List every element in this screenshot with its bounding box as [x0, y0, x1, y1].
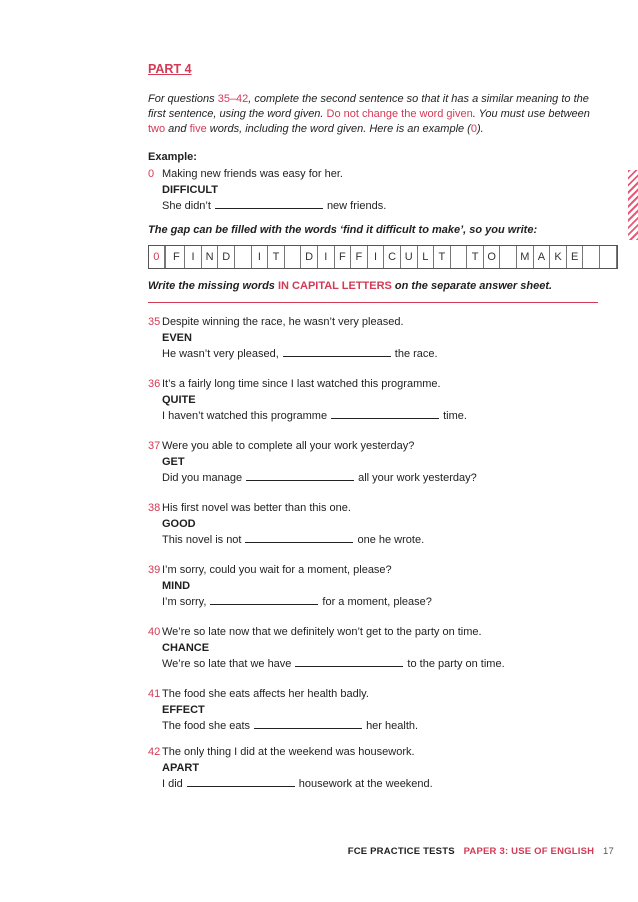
question-sentence: I’m sorry, could you wait for a moment, please? — [162, 564, 392, 576]
example-label: Example: — [148, 151, 197, 163]
grid-cell — [451, 246, 468, 268]
example-key-word: DIFFICULT — [162, 184, 219, 196]
answer-gap — [246, 472, 354, 481]
question-number: 37 — [148, 440, 161, 452]
grid-cell: T — [434, 246, 451, 268]
answer-gap — [254, 720, 362, 729]
question-transform: I did housework at the weekend. — [162, 778, 433, 790]
grid-cell: N — [202, 246, 219, 268]
answer-gap — [215, 200, 323, 209]
footer: FCE PRACTICE TESTS PAPER 3: USE OF ENGLISH 17 — [347, 846, 614, 857]
grid-cell: I — [185, 246, 202, 268]
question-number: 39 — [148, 564, 161, 576]
question-transform: I’m sorry, for a moment, please? — [162, 596, 432, 608]
question-sentence: Were you able to complete all your work yesterday? — [162, 440, 415, 452]
question-key-word: EVEN — [162, 332, 192, 344]
instructions: For questions 35–42, complete the second sentence so that it has a similar meaning to the first sentence, using the word given. Do not change the word given. You must use between two and five words, including the word given. Here is an example (0). — [148, 93, 590, 135]
grid-cell: I — [368, 246, 385, 268]
grid-cell: U — [401, 246, 418, 268]
grid-cell: D — [218, 246, 235, 268]
question-transform: This novel is not one he wrote. — [162, 534, 425, 546]
question-transform: I haven’t watched this programme time. — [162, 410, 467, 422]
question-transform: He wasn’t very pleased, the race. — [162, 348, 438, 360]
grid-cell — [583, 246, 600, 268]
grid-cell: L — [418, 246, 435, 268]
question-number: 40 — [148, 626, 161, 638]
part-title: PART 4 — [148, 62, 192, 76]
page-edge-tab — [628, 170, 638, 240]
question-number: 41 — [148, 688, 161, 700]
question-key-word: MIND — [162, 580, 191, 592]
grid-cell: T — [467, 246, 484, 268]
grid-cell: T — [268, 246, 285, 268]
question-key-word: QUITE — [162, 394, 196, 406]
grid-cell: O — [484, 246, 501, 268]
question-key-word: GOOD — [162, 518, 196, 530]
grid-cell — [600, 246, 617, 268]
question-sentence: It’s a fairly long time since I last watched this programme. — [162, 378, 441, 390]
grid-cell: E — [567, 246, 584, 268]
answer-gap — [283, 348, 391, 357]
grid-cell — [500, 246, 517, 268]
answer-gap — [210, 596, 318, 605]
question-transform: Did you manage all your work yesterday? — [162, 472, 477, 484]
example-sentence: Making new friends was easy for her. — [162, 168, 343, 180]
gap-note: The gap can be filled with the words ‘find it difficult to make’, so you write: — [148, 224, 538, 236]
grid-cell — [285, 246, 302, 268]
grid-cell: M — [517, 246, 534, 268]
question-sentence: We’re so late now that we definitely won’t get to the party on time. — [162, 626, 482, 638]
grid-cell: I — [318, 246, 335, 268]
question-number: 38 — [148, 502, 161, 514]
answer-gap — [187, 778, 295, 787]
question-transform: We’re so late that we have to the party on time. — [162, 658, 505, 670]
question-key-word: GET — [162, 456, 185, 468]
question-sentence: Despite winning the race, he wasn’t very pleased. — [162, 316, 404, 328]
question-key-word: CHANCE — [162, 642, 210, 654]
grid-cell: C — [384, 246, 401, 268]
grid-cell: A — [534, 246, 551, 268]
question-sentence: His first novel was better than this one. — [162, 502, 351, 514]
grid-cell — [235, 246, 252, 268]
grid-cell: D — [301, 246, 318, 268]
divider — [148, 302, 598, 303]
grid-cell: I — [252, 246, 269, 268]
grid-cell-zero: 0 — [149, 246, 166, 268]
grid-cell: K — [550, 246, 567, 268]
example-number: 0 — [148, 168, 155, 180]
question-key-word: EFFECT — [162, 704, 205, 716]
grid-cell: F — [169, 246, 186, 268]
grid-cell: F — [335, 246, 352, 268]
grid-cell: F — [351, 246, 368, 268]
question-key-word: APART — [162, 762, 200, 774]
question-sentence: The food she eats affects her health badly. — [162, 688, 369, 700]
question-number: 35 — [148, 316, 161, 328]
answer-grid — [148, 245, 618, 269]
answer-gap — [295, 658, 403, 667]
answer-gap — [331, 410, 439, 419]
question-number: 36 — [148, 378, 161, 390]
question-sentence: The only thing I did at the weekend was housework. — [162, 746, 415, 758]
answer-gap — [245, 534, 353, 543]
question-transform: The food she eats her health. — [162, 720, 419, 732]
question-number: 42 — [148, 746, 161, 758]
example-transform: She didn’t new friends. — [162, 200, 387, 212]
write-note: Write the missing words IN CAPITAL LETTERS on the separate answer sheet. — [148, 280, 553, 292]
